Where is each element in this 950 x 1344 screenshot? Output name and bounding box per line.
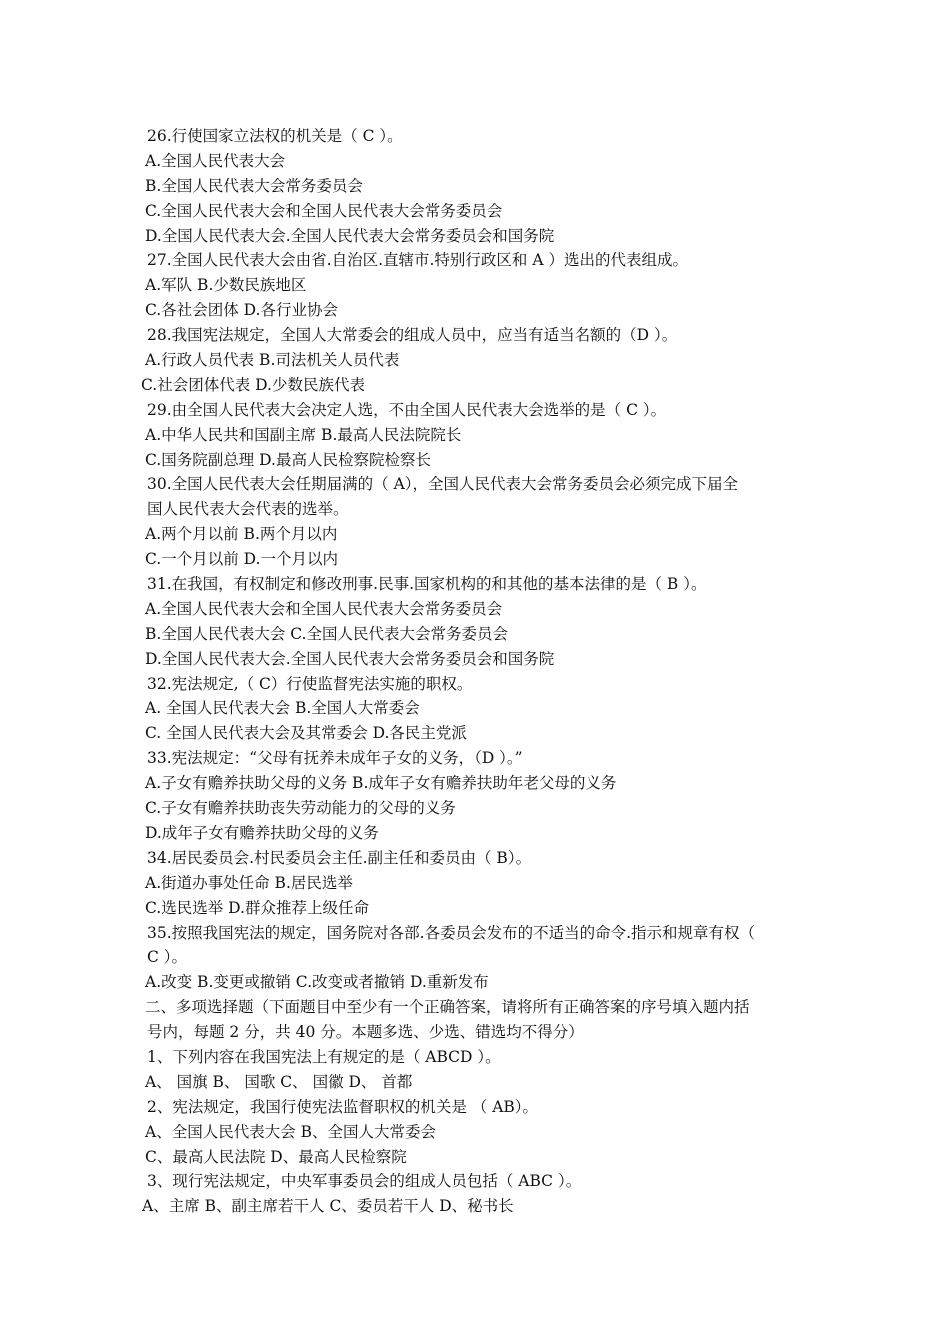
question-31-option-a: A.全国人民代表大会和全国人民代表大会常务委员会 <box>145 599 503 618</box>
question-26: 26.行使国家立法权的机关是（ C ）。 <box>147 127 403 145</box>
question-31-options-bc: B.全国人民代表大会 C.全国人民代表大会常务委员会 <box>145 624 508 643</box>
question-28-options-ab: A.行政人员代表 B.司法机关人员代表 <box>145 351 400 370</box>
section-instructions-continued: 号内，每题 2 分，共 40 分。本题多选、少选、错选均不得分） <box>147 1023 584 1042</box>
question-32: 32.宪法规定,（ C）行使监督宪法实施的职权。 <box>147 674 473 693</box>
question-28-options-cd: C.社会团体代表 D.少数民族代表 <box>141 375 365 394</box>
question-30: 30.全国人民代表大会任期届满的（ A），全国人民代表大会常务委员会必须完成下届全 <box>147 475 739 494</box>
question-33: 33.宪法规定：“父母有抚养未成年子女的义务，（D ）。” <box>147 749 523 768</box>
question-34-options-cd: C.选民选举 D.群众推荐上级任命 <box>145 898 369 917</box>
mc-question-1-options: A、 国旗 B、 国歌 C、 国徽 D、 首都 <box>145 1072 413 1091</box>
question-35-continued: C ）。 <box>147 948 188 967</box>
mc-question-2-options-ab: A、全国人民代表大会 B、全国人大常委会 <box>145 1122 437 1141</box>
mc-question-2-options-cd: C、最高人民法院 D、最高人民检察院 <box>145 1147 407 1166</box>
question-35-options: A.改变 B.变更或撤销 C.改变或者撤销 D.重新发布 <box>145 973 489 992</box>
question-30-options-ab: A.两个月以前 B.两个月以内 <box>145 525 338 544</box>
question-29-options-ab: A.中华人民共和国副主席 B.最高人民法院院长 <box>145 425 462 444</box>
mc-question-1: 1、下列内容在我国宪法上有规定的是（ ABCD ）。 <box>147 1047 501 1066</box>
question-26-option-c: C.全国人民代表大会和全国人民代表大会常务委员会 <box>145 201 503 220</box>
question-35: 35.按照我国宪法的规定，国务院对各部.各委员会发布的不适当的命令.指示和规章有权（ <box>147 923 756 942</box>
question-34: 34.居民委员会.村民委员会主任.副主任和委员由（ B）。 <box>147 848 532 867</box>
question-26-option-a: A.全国人民代表大会 <box>145 151 286 170</box>
document-body <box>141 124 810 1219</box>
question-33-option-d: D.成年子女有赡养扶助父母的义务 <box>145 823 379 842</box>
section-heading-multiple-choice: 二、多项选择题（下面题目中至少有一个正确答案，请将所有正确答案的序号填入题内括 <box>145 998 750 1017</box>
question-33-options-ab: A.子女有赡养扶助父母的义务 B.成年子女有赡养扶助年老父母的义务 <box>145 774 617 793</box>
mc-question-3-options: A、主席 B、副主席若干人 C、委员若干人 D、秘书长 <box>142 1197 514 1216</box>
mc-question-2: 2、宪法规定，我国行使宪法监督职权的机关是 （ AB）。 <box>147 1097 539 1116</box>
question-27-options-cd: C.各社会团体 D.各行业协会 <box>145 301 338 320</box>
question-29-options-cd: C.国务院副总理 D.最高人民检察院检察长 <box>145 450 431 469</box>
question-28: 28.我国宪法规定，全国人大常委会的组成人员中，应当有适当名额的（D ）。 <box>147 326 678 345</box>
question-30-continued: 国人民代表大会代表的选举。 <box>147 500 349 519</box>
question-30-options-cd: C.一个月以前 D.一个月以内 <box>145 550 338 569</box>
question-32-options-ab: A. 全国人民代表大会 B.全国人大常委会 <box>145 699 420 718</box>
question-27-options-ab: A.军队 B.少数民族地区 <box>145 276 307 295</box>
question-31: 31.在我国，有权制定和修改刑事.民事.国家机构的和其他的基本法律的是（ B ）。 <box>147 575 707 594</box>
question-31-option-d: D.全国人民代表大会.全国人民代表大会常务委员会和国务院 <box>145 649 555 668</box>
question-26-option-d: D.全国人民代表大会.全国人民代表大会常务委员会和国务院 <box>145 226 555 245</box>
question-33-option-c: C.子女有赡养扶助丧失劳动能力的父母的义务 <box>145 799 456 818</box>
question-26-option-b: B.全国人民代表大会常务委员会 <box>145 176 363 195</box>
question-27: 27.全国人民代表大会由省.自治区.直辖市.特别行政区和 A ）选出的代表组成。 <box>147 251 688 270</box>
question-29: 29.由全国人民代表大会决定人选，不由全国人民代表大会选举的是（ C ）。 <box>147 400 667 419</box>
mc-question-3: 3、现行宪法规定，中央军事委员会的组成人员包括（ ABC ）。 <box>147 1172 582 1191</box>
question-32-options-cd: C. 全国人民代表大会及其常委会 D.各民主党派 <box>145 724 467 743</box>
question-34-options-ab: A.街道办事处任命 B.居民选举 <box>145 873 353 892</box>
